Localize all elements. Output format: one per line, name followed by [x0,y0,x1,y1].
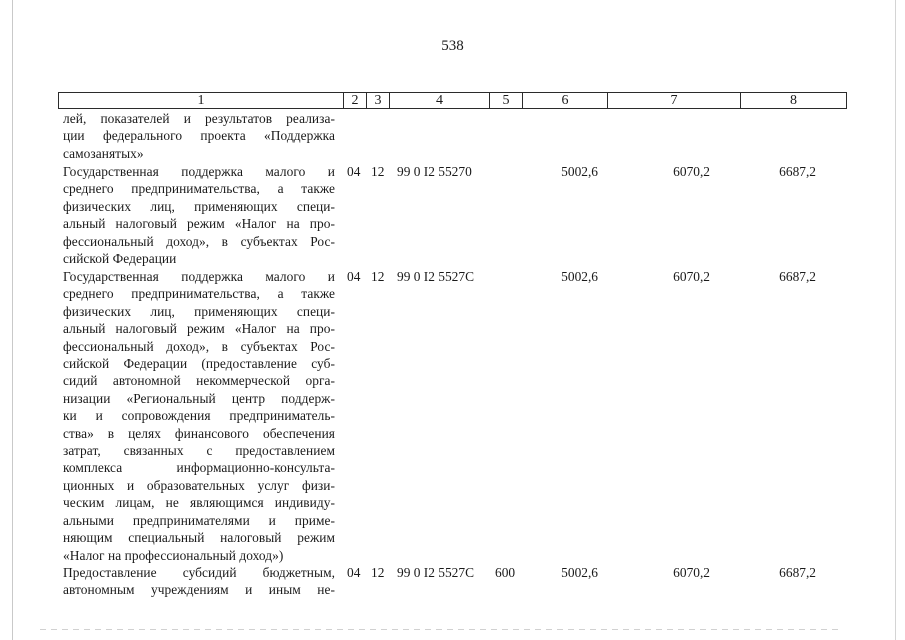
description-line: автономным учреждениям и иным не- [63,582,335,598]
description-line: ционных и образовательных услуг физи- [63,477,335,493]
description-line: сийской Федерации [63,251,177,267]
description-line: самозанятых» [63,145,144,161]
section-code: 04 [347,164,361,179]
target-article-code: 99 0 I2 55270 [397,164,472,179]
subsection-code: 12 [371,565,385,580]
amount-year-2: 6070,2 [673,164,710,179]
amount-year-1: 5002,6 [561,164,598,179]
subsection-code: 12 [371,269,385,284]
header-col-5: 5 [489,93,522,108]
scan-bottom-edge [40,629,840,630]
table-row-description [63,564,335,599]
description-line: среднего предпринимательства, а также [63,181,335,197]
description-line: «Налог на профессиональный доход») [63,547,284,563]
description-line: Государственная поддержка малого и [63,164,335,179]
amount-year-1: 5002,6 [561,565,598,580]
scan-frame-left [12,0,13,640]
section-code: 04 [347,565,361,580]
description-line: ческим лицам, не являющимся индивиду- [63,495,335,511]
expense-type-code: 600 [495,565,516,580]
amount-year-2: 6070,2 [673,565,710,580]
description-line: альный налоговый режим «Налог на про- [63,216,335,232]
description-line: физических лиц, применяющих специ- [63,198,335,214]
table-row-description [63,110,335,162]
description-line: комплекса информационно-консульта- [63,460,335,476]
header-col-7: 7 [607,93,740,108]
description-line: Государственная поддержка малого и [63,269,335,284]
description-line: затрат, связанных с предоставлением [63,443,335,459]
header-col-6: 6 [522,93,607,108]
description-line: лей, показателей и результатов реализа- [63,111,335,126]
amount-year-3: 6687,2 [779,164,816,179]
scan-frame-right [895,0,896,640]
target-article-code: 99 0 I2 5527C [397,565,474,580]
description-line: сийской Федерации (предоставление суб- [63,356,335,372]
header-col-1: 1 [197,93,205,108]
header-col-4: 4 [389,93,489,108]
target-article-code: 99 0 I2 5527C [397,269,474,284]
header-col-8: 8 [740,93,846,108]
description-line: няющим специальный налоговый режим [63,530,335,546]
description-line: ства» в целях финансового обеспечения [63,425,335,441]
description-line: фессиональный доход», в субъектах Рос- [63,233,335,249]
description-line: ки и сопровождения предприниматель- [63,408,335,424]
description-line: альными предпринимателями и приме- [63,512,335,528]
amount-year-3: 6687,2 [779,565,816,580]
description-line: ции федерального проекта «Поддержка [63,128,335,144]
amount-year-2: 6070,2 [673,269,710,284]
amount-year-1: 5002,6 [561,269,598,284]
description-line: низации «Региональный центр поддерж- [63,390,335,406]
description-line: фессиональный доход», в субъектах Рос- [63,338,335,354]
description-line: среднего предпринимательства, а также [63,286,335,302]
section-code: 04 [347,269,361,284]
header-col-3: 3 [366,93,389,108]
table-row-description [63,268,335,564]
subsection-code: 12 [371,164,385,179]
header-col-2: 2 [343,93,366,108]
description-line: Предоставление субсидий бюджетным, [63,565,335,580]
description-line: сидий автономной некоммерческой орга- [63,373,335,389]
page-number: 538 [441,38,464,54]
table-row-description [63,163,335,267]
amount-year-3: 6687,2 [779,269,816,284]
description-line: физических лиц, применяющих специ- [63,303,335,319]
table-header [58,92,847,109]
description-line: альный налоговый режим «Налог на про- [63,321,335,337]
